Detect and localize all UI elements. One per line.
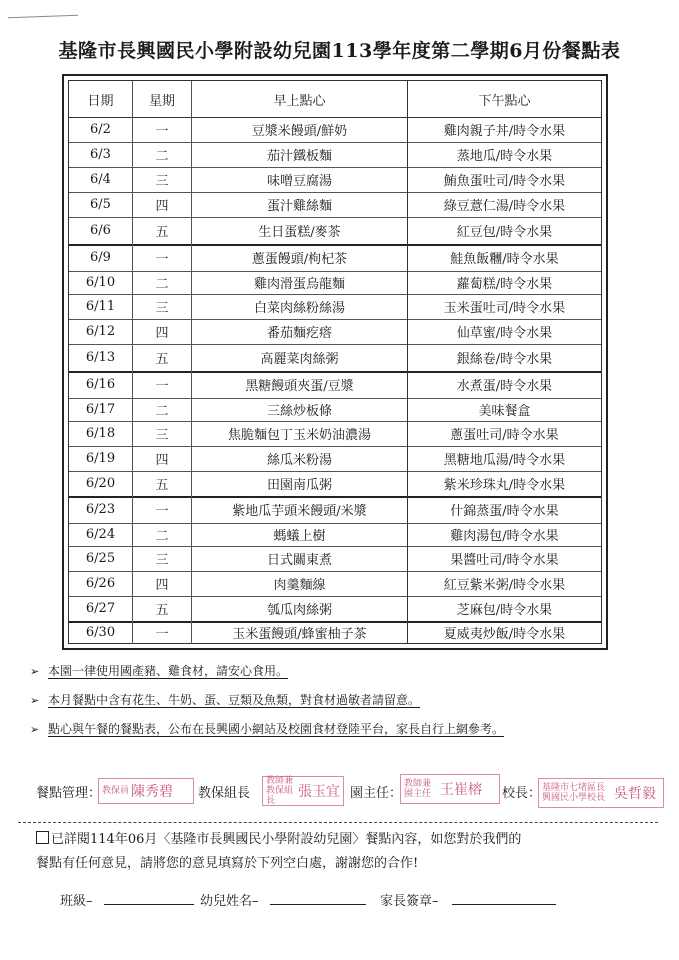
cell-day: 一 [133, 371, 192, 398]
education-leader-label: 教保組長 [198, 786, 251, 801]
cell-pm: 雞肉湯包/時令水果 [450, 529, 559, 544]
cell-date: 6/27 [69, 596, 133, 621]
cell-pm: 美味餐盒 [478, 404, 531, 419]
stamp-title: 教師兼教保組長 [266, 776, 294, 806]
cell-day: 四 [133, 319, 192, 344]
cell-date: 6/20 [69, 471, 133, 496]
header-pm: 下午點心 [478, 93, 531, 109]
cell-pm: 玉米蛋吐司/時令水果 [443, 301, 566, 316]
table-row [69, 217, 601, 246]
table-row [69, 421, 601, 447]
cell-pm: 紅豆包/時令水果 [456, 225, 553, 240]
table-row [69, 496, 601, 524]
table-row [69, 117, 601, 143]
cell-day: 三 [133, 167, 192, 192]
director-label: 園主任： [350, 786, 403, 801]
director-stamp [400, 774, 500, 804]
parent-signature-label: 家長簽章– [380, 894, 439, 909]
table-row [69, 319, 601, 345]
cell-date: 6/2 [69, 117, 133, 142]
note-item [30, 720, 504, 737]
stamp-title: 基隆市七堵區長興國民小學校長 [542, 783, 606, 803]
cell-day: 二 [133, 271, 192, 294]
cell-date: 6/25 [69, 546, 133, 571]
cell-date: 6/4 [69, 167, 133, 192]
cell-day: 四 [133, 192, 192, 217]
cell-date: 6/6 [69, 217, 133, 244]
cell-pm: 紅豆紫米粥/時令水果 [443, 578, 566, 593]
cell-day: 三 [133, 421, 192, 446]
table-row [69, 446, 601, 472]
table-row [69, 294, 601, 320]
cell-day: 五 [133, 217, 192, 244]
cell-date: 6/9 [69, 244, 133, 271]
cell-pm: 蘿蔔糕/時令水果 [456, 277, 553, 292]
cell-date: 6/19 [69, 446, 133, 471]
reply-slip [36, 828, 656, 876]
cell-am: 白菜肉絲粉絲湯 [192, 294, 408, 319]
table-row [69, 523, 601, 547]
header-am: 早上點心 [192, 81, 408, 117]
cell-date: 6/26 [69, 571, 133, 596]
menu-table-inner [68, 80, 602, 644]
stamp-title: 教保員 [102, 786, 130, 796]
stamp-name: 陳秀碧 [131, 784, 174, 800]
table-row [69, 167, 601, 193]
note-item [30, 662, 288, 679]
cell-pm: 鮭魚飯糰/時令水果 [450, 252, 559, 267]
note-text: 點心與午餐的餐點表，公布在長興國小網站及校園食材登陸平台，家長自行上網參考。 [48, 722, 505, 736]
cell-am: 肉羹麵線 [192, 571, 408, 596]
note-item [30, 691, 420, 708]
cell-am: 黑糖饅頭夾蛋/豆漿 [192, 371, 408, 398]
cell-am: 蛋汁雞絲麵 [192, 192, 408, 217]
cell-date: 6/10 [69, 271, 133, 294]
cell-day: 二 [133, 398, 192, 421]
arrow-bullet-icon: ➢ [30, 665, 40, 678]
note-text: 本月餐點中含有花生、牛奶、蛋、豆類及魚類，對食材過敏者請留意。 [48, 693, 421, 707]
table-row [69, 546, 601, 572]
cell-date: 6/5 [69, 192, 133, 217]
table-row [69, 192, 601, 218]
cell-day: 四 [133, 446, 192, 471]
table-row [69, 371, 601, 399]
note-text: 本園一律使用國產豬、雞食材，請安心食用。 [48, 664, 289, 678]
arrow-bullet-icon: ➢ [30, 694, 40, 707]
page-title: 基隆市長興國民小學附設幼兒園113學年度第二學期6月份餐點表 [58, 40, 621, 62]
cell-day: 五 [133, 471, 192, 496]
cell-day: 一 [133, 621, 192, 644]
cell-am: 田園南瓜粥 [192, 471, 408, 496]
education-leader-stamp [262, 776, 344, 806]
cell-pm: 仙草蜜/時令水果 [456, 326, 553, 341]
cell-day: 三 [133, 546, 192, 571]
class-label: 班級– [60, 894, 93, 909]
table-row [69, 244, 601, 272]
cell-date: 6/24 [69, 523, 133, 546]
cell-date: 6/12 [69, 319, 133, 344]
cut-line [18, 822, 658, 823]
reply-text-2: 餐點有任何意見，請將您的意見填寫於下列空白處，謝謝您的合作! [36, 856, 419, 871]
cell-am: 日式關東煮 [192, 546, 408, 571]
table-row [69, 344, 601, 373]
menu-table [62, 74, 608, 650]
cell-date: 6/17 [69, 398, 133, 421]
header-day: 星期 [133, 81, 192, 117]
cell-date: 6/13 [69, 344, 133, 371]
checkbox[interactable] [36, 831, 49, 844]
table-row [69, 271, 601, 295]
cell-date: 6/18 [69, 421, 133, 446]
cell-day: 一 [133, 496, 192, 523]
cell-pm: 水煮蛋/時令水果 [456, 379, 553, 394]
cell-pm: 鮪魚蛋吐司/時令水果 [443, 174, 566, 189]
cell-am: 生日蛋糕/麥茶 [192, 217, 408, 244]
table-row [69, 398, 601, 422]
cell-day: 四 [133, 571, 192, 596]
cell-am: 番茄麵疙瘩 [192, 319, 408, 344]
cell-date: 6/23 [69, 496, 133, 523]
table-row [69, 142, 601, 168]
cell-pm: 什錦蒸蛋/時令水果 [450, 504, 559, 519]
class-field[interactable] [104, 904, 194, 905]
cell-pm: 銀絲卷/時令水果 [456, 352, 553, 367]
scan-mark [8, 15, 78, 18]
cell-date: 6/11 [69, 294, 133, 319]
reply-text-1: 已詳閱114年06月〈基隆市長興國民小學附設幼兒園〉餐點內容，如您對於我們的 [51, 832, 522, 847]
cell-am: 豆漿米饅頭/鮮奶 [192, 117, 408, 142]
cell-day: 五 [133, 344, 192, 371]
cell-day: 二 [133, 523, 192, 546]
cell-pm: 紫米珍珠丸/時令水果 [443, 478, 566, 493]
stamp-name: 王崔榕 [440, 782, 482, 798]
meal-manager-label: 餐點管理： [36, 786, 102, 801]
principal-label: 校長： [502, 786, 542, 801]
cell-day: 二 [133, 142, 192, 167]
header-date: 日期 [69, 81, 133, 117]
table-row [69, 596, 601, 623]
cell-am: 紫地瓜芋頭米饅頭/米漿 [192, 496, 408, 523]
cell-am: 茄汁鐵板麵 [192, 142, 408, 167]
cell-pm: 芝麻包/時令水果 [456, 603, 553, 618]
cell-date: 6/30 [69, 621, 133, 644]
cell-am: 絲瓜米粉湯 [192, 446, 408, 471]
stamp-name: 張玉宜 [298, 784, 340, 800]
cell-am: 瓠瓜肉絲粥 [192, 596, 408, 621]
child-name-field[interactable] [270, 904, 366, 905]
cell-pm: 黑糖地瓜湯/時令水果 [443, 453, 566, 468]
signature-row [0, 772, 679, 812]
parent-signature-field[interactable] [452, 904, 556, 905]
table-header-row [69, 81, 601, 118]
cell-am: 高麗菜肉絲粥 [192, 344, 408, 371]
arrow-bullet-icon: ➢ [30, 723, 40, 736]
reply-line-2 [36, 852, 656, 876]
cell-pm: 果醬吐司/時令水果 [450, 553, 559, 568]
cell-pm: 夏威夷炒飯/時令水果 [443, 627, 566, 642]
cell-date: 6/3 [69, 142, 133, 167]
cell-day: 一 [133, 117, 192, 142]
cell-day: 五 [133, 596, 192, 621]
cell-am: 焦脆麵包丁玉米奶油濃湯 [192, 421, 408, 446]
table-row [69, 571, 601, 597]
stamp-title: 教師兼園主任 [404, 779, 432, 799]
cell-pm: 綠豆薏仁湯/時令水果 [443, 199, 566, 214]
cell-am: 蔥蛋饅頭/枸杞茶 [192, 244, 408, 271]
cell-am: 螞蟻上樹 [192, 523, 408, 546]
cell-am: 味噌豆腐湯 [192, 167, 408, 192]
cell-am: 玉米蛋饅頭/蜂蜜柚子茶 [192, 621, 408, 644]
table-row [69, 621, 601, 644]
reply-line-1 [36, 828, 656, 852]
cell-pm: 雞肉親子丼/時令水果 [443, 124, 566, 139]
meal-manager-stamp [98, 778, 194, 804]
cell-am: 雞肉滑蛋烏龍麵 [192, 271, 408, 294]
cell-pm: 蔥蛋吐司/時令水果 [450, 428, 559, 443]
child-name-label: 幼兒姓名– [200, 894, 259, 909]
stamp-name: 吳哲毅 [614, 786, 656, 802]
cell-day: 三 [133, 294, 192, 319]
cell-day: 一 [133, 244, 192, 271]
table-row [69, 471, 601, 498]
principal-stamp [538, 778, 664, 808]
cell-pm: 蒸地瓜/時令水果 [456, 149, 553, 164]
cell-am: 三絲炒板條 [192, 398, 408, 421]
cell-date: 6/16 [69, 371, 133, 398]
